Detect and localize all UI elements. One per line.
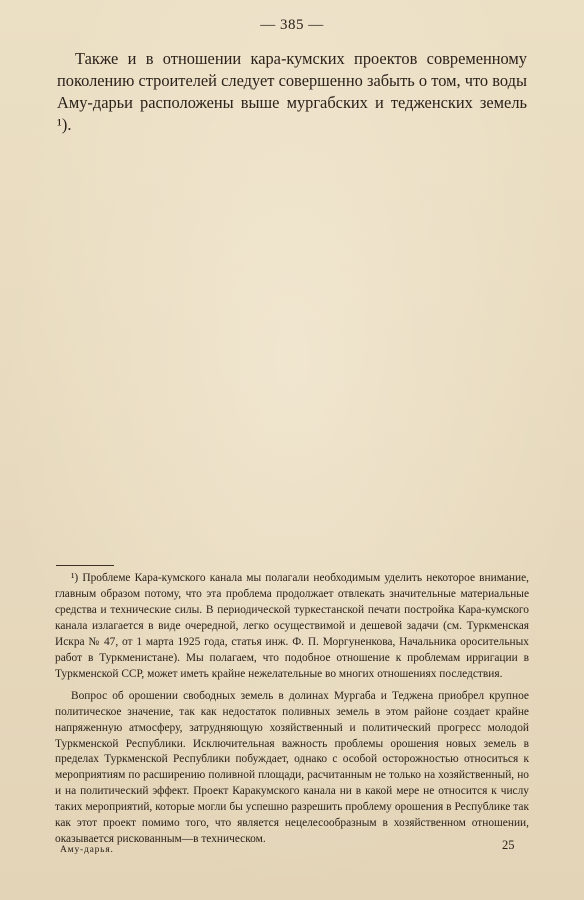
footnote-paragraph-2: Вопрос об орошении свободных земель в долинах Мургаба и Теджена приобрел крупное политическое значение, так как недостаток поливных земель в этом районе создает крайне напряженную атмосферу, затрудняющую хозяйственный и политический прогресс молодой Туркменской Республики. Исключительная важность проблемы орошения новых земель в пределах Туркменской Республики побуждает, однако с особой осторожностью относиться к мероприятиям по расширению поливной площади, расчитанным не только на хозяйственный, но и на политический эффект. Проект Каракумского канала ни в какой мере не относится к числу таких мероприятий, которые могли бы успешно разрешить проблему орошения в Республике так как этот проект помимо того, что является нецелесообразным в хозяйственном отношении, оказывается рискованным—в техническом.	[55, 689, 529, 846]
printer-signature: Аму-дарья.	[60, 845, 114, 855]
page-number: — 385 —	[260, 17, 324, 33]
footnote-divider	[56, 565, 114, 566]
footnotes-block	[55, 571, 529, 848]
sheet-number: 25	[502, 838, 515, 852]
footnote-paragraph-1: ¹) Проблеме Кара-кумского канала мы полагали необходимым уделить некоторое внимание, главным образом потому, что эта проблема продолжает отвлекать значительные материальные средства и технические силы. В периодической туркестанской печати постройка Кара-кумского канала излагается в виде очередной, легко осуществимой и дешевой задачи (см. Туркменская Искра № 47, от 1 марта 1925 года, статья инж. Ф. П. Моргуненкова, Начальника оросительных работ в Туркменистане). Мы полагаем, что подобное отношение к проблемам ирригации в Туркменской ССР, может иметь крайне нежелательные во многих отношениях последствия.	[55, 572, 529, 680]
main-paragraph: Также и в отношении кара-кумских проектов современному поколению строителей следует совершенно забыть о том, что воды Аму-дарьи расположены выше мургабских и тедженских земель ¹).	[57, 49, 527, 134]
